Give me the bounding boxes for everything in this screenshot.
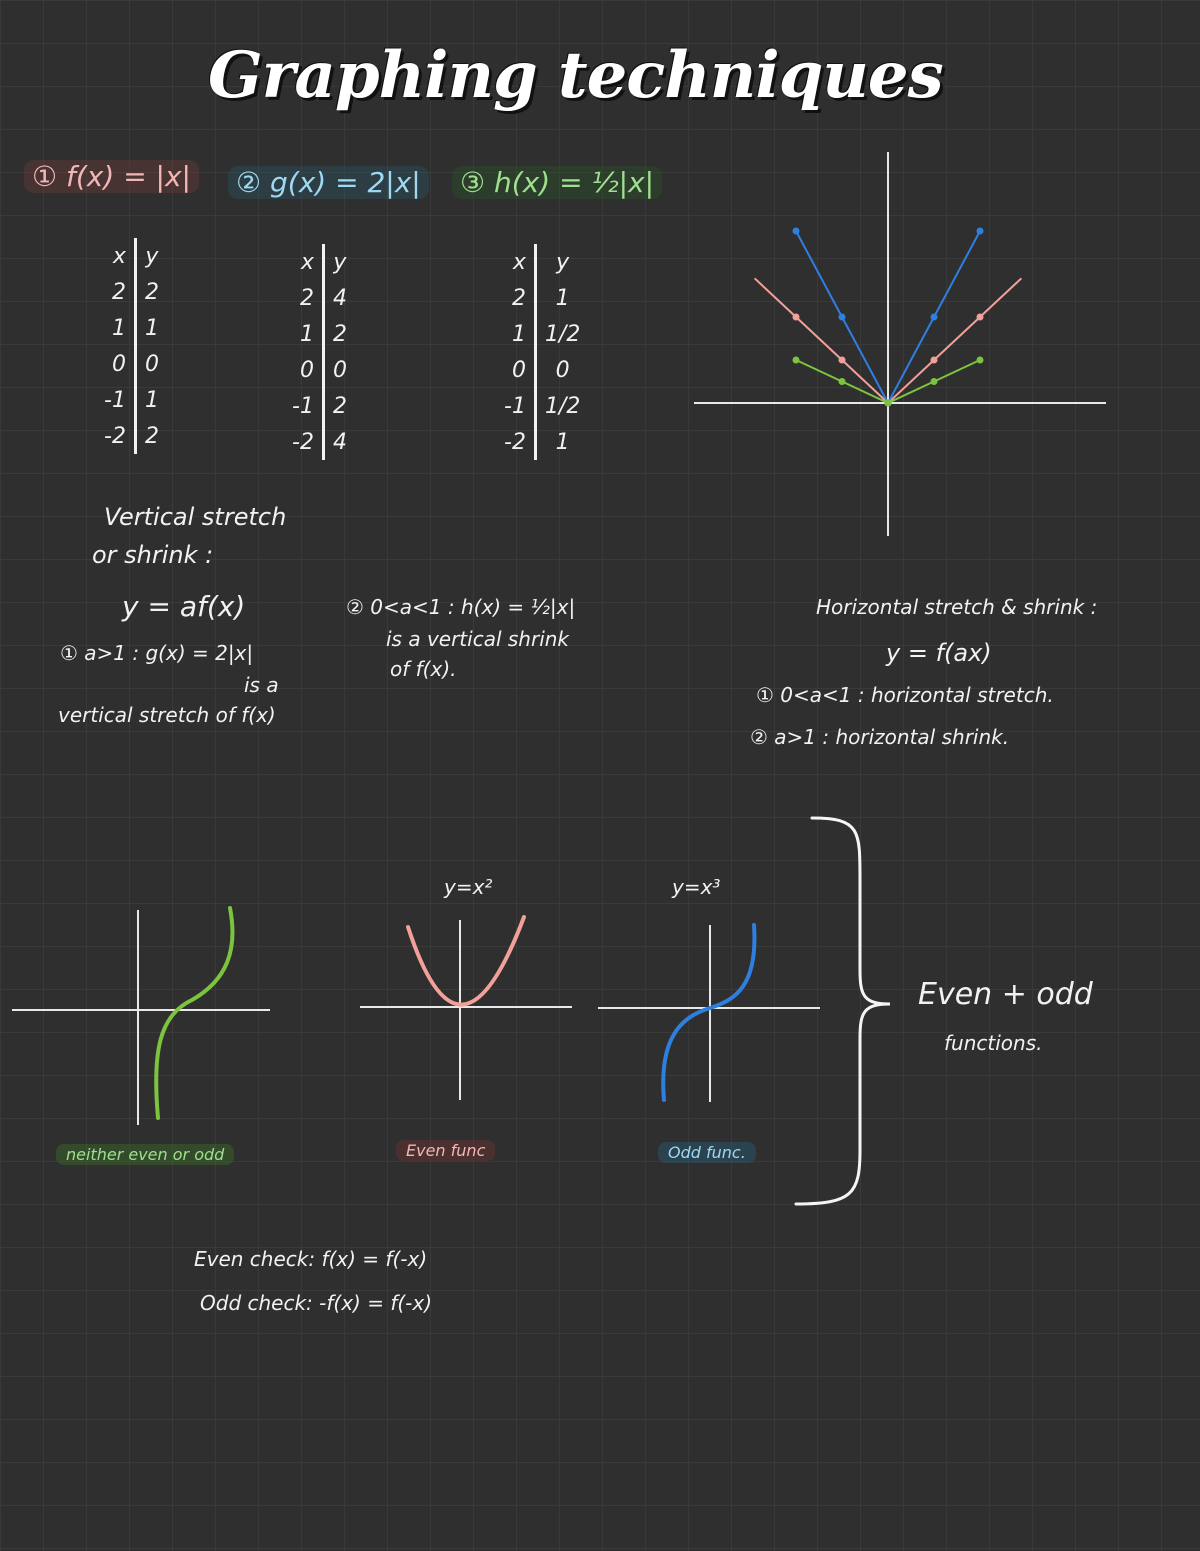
values-table-g <box>284 244 355 460</box>
neither-even-odd-graph <box>12 900 282 1130</box>
cell-y: 4 <box>332 285 347 311</box>
curly-brace <box>790 810 910 1210</box>
table-row <box>96 382 167 418</box>
neither-curve <box>156 908 232 1118</box>
cell-y: 0 <box>555 357 570 383</box>
table-row <box>96 310 167 346</box>
f-series-point <box>977 314 984 321</box>
cell-y: 0 <box>332 357 347 383</box>
cubic-curve <box>663 925 754 1100</box>
brace-note-line1: Even + odd <box>918 977 1093 1012</box>
table-row <box>496 280 588 316</box>
cell-y: 2 <box>332 393 347 419</box>
caption-even: Even func <box>396 1140 495 1161</box>
horizontal-case1: ① 0<a<1 : horizontal stretch. <box>756 683 1054 707</box>
cell-x: 1 <box>496 316 535 352</box>
cell-x: -2 <box>96 418 135 454</box>
vertical-case1-line1: ① a>1 : g(x) = 2|x| <box>60 641 254 665</box>
table-row <box>96 418 167 454</box>
table-row <box>96 346 167 382</box>
cell-y: 0 <box>144 351 159 377</box>
cell-y: 2 <box>144 279 159 305</box>
horizontal-case2: ② a>1 : horizontal shrink. <box>750 725 1010 749</box>
cell-x: -1 <box>284 388 323 424</box>
horizontal-formula: y = f(ax) <box>886 639 992 667</box>
function-text: g(x) = 2|x| <box>270 166 421 199</box>
h-series-point <box>885 400 892 407</box>
cell-x: -2 <box>284 424 323 460</box>
table-row <box>496 316 588 352</box>
vertical-case1-line2: is a <box>244 673 279 697</box>
number-badge: ② <box>236 166 262 199</box>
table-header-y: y <box>556 249 570 275</box>
cell-y: 1/2 <box>544 321 581 347</box>
table-row <box>284 424 355 460</box>
cell-x: 0 <box>496 352 535 388</box>
cube-curve-label: y=x³ <box>672 875 721 899</box>
cell-x: 1 <box>284 316 323 352</box>
even-check: Even check: f(x) = f(-x) <box>194 1247 428 1271</box>
even-function-graph <box>360 905 580 1105</box>
odd-check: Odd check: -f(x) = f(-x) <box>200 1291 433 1315</box>
function-text: f(x) = |x| <box>66 160 191 193</box>
cell-x: 0 <box>96 346 135 382</box>
cell-y: 2 <box>332 321 347 347</box>
cell-x: -1 <box>96 382 135 418</box>
caption-odd: Odd func. <box>658 1142 756 1163</box>
cell-x: -2 <box>496 424 535 460</box>
f-series-point <box>793 314 800 321</box>
number-badge: ① <box>32 160 58 193</box>
table-row <box>496 424 588 460</box>
vertical-formula: y = af(x) <box>122 590 246 623</box>
vertical-case2-line2: is a vertical shrink <box>386 627 570 651</box>
absolute-value-chart <box>694 150 1114 540</box>
h-series-point <box>839 378 846 385</box>
cell-y: 2 <box>144 423 159 449</box>
table-row <box>284 352 355 388</box>
table-row <box>96 274 167 310</box>
cell-x: 0 <box>284 352 323 388</box>
f-series-point <box>931 357 938 364</box>
g-series-point <box>977 228 984 235</box>
caption-neither: neither even or odd <box>56 1144 234 1165</box>
page-title: Graphing techniques <box>208 38 943 113</box>
cell-x: -1 <box>496 388 535 424</box>
function-text: h(x) = ½|x| <box>494 166 655 199</box>
cell-y: 4 <box>332 429 347 455</box>
number-badge: ③ <box>460 166 486 199</box>
h-series-point <box>931 378 938 385</box>
vertical-case2-line3: of f(x). <box>390 657 457 681</box>
g-series-point <box>839 314 846 321</box>
table-header-x: x <box>96 238 135 274</box>
function-g-label <box>228 166 429 199</box>
cell-x: 2 <box>496 280 535 316</box>
table-row <box>284 388 355 424</box>
table-header-y: y <box>145 243 159 269</box>
cell-y: 1 <box>144 387 159 413</box>
cell-y: 1 <box>144 315 159 341</box>
cell-y: 1 <box>555 429 570 455</box>
function-h-label <box>452 166 662 199</box>
brace-note-line2: functions. <box>944 1031 1043 1055</box>
table-row <box>496 388 588 424</box>
function-f-label <box>24 160 199 193</box>
cell-y: 1/2 <box>544 393 581 419</box>
cell-y: 1 <box>555 285 570 311</box>
table-row <box>284 316 355 352</box>
h-series-point <box>793 357 800 364</box>
cell-x: 2 <box>96 274 135 310</box>
horizontal-heading: Horizontal stretch & shrink : <box>816 595 1098 619</box>
f-series-point <box>839 357 846 364</box>
table-header-x: x <box>496 244 535 280</box>
values-table-f <box>96 238 167 454</box>
vertical-heading-line2: or shrink : <box>92 541 214 569</box>
brace-path <box>796 818 890 1204</box>
cell-x: 1 <box>96 310 135 346</box>
table-header-y: y <box>333 249 347 275</box>
table-row <box>284 280 355 316</box>
values-table-h <box>496 244 588 460</box>
square-curve-label: y=x² <box>444 875 493 899</box>
h-series-point <box>977 357 984 364</box>
parabola-curve <box>408 917 524 1005</box>
table-row <box>496 352 588 388</box>
g-series-point <box>793 228 800 235</box>
g-series-point <box>931 314 938 321</box>
vertical-heading-line1: Vertical stretch <box>104 503 287 531</box>
table-header-x: x <box>284 244 323 280</box>
cell-x: 2 <box>284 280 323 316</box>
vertical-case2-line1: ② 0<a<1 : h(x) = ½|x| <box>346 595 576 619</box>
vertical-case1-line3: vertical stretch of f(x) <box>58 703 276 727</box>
